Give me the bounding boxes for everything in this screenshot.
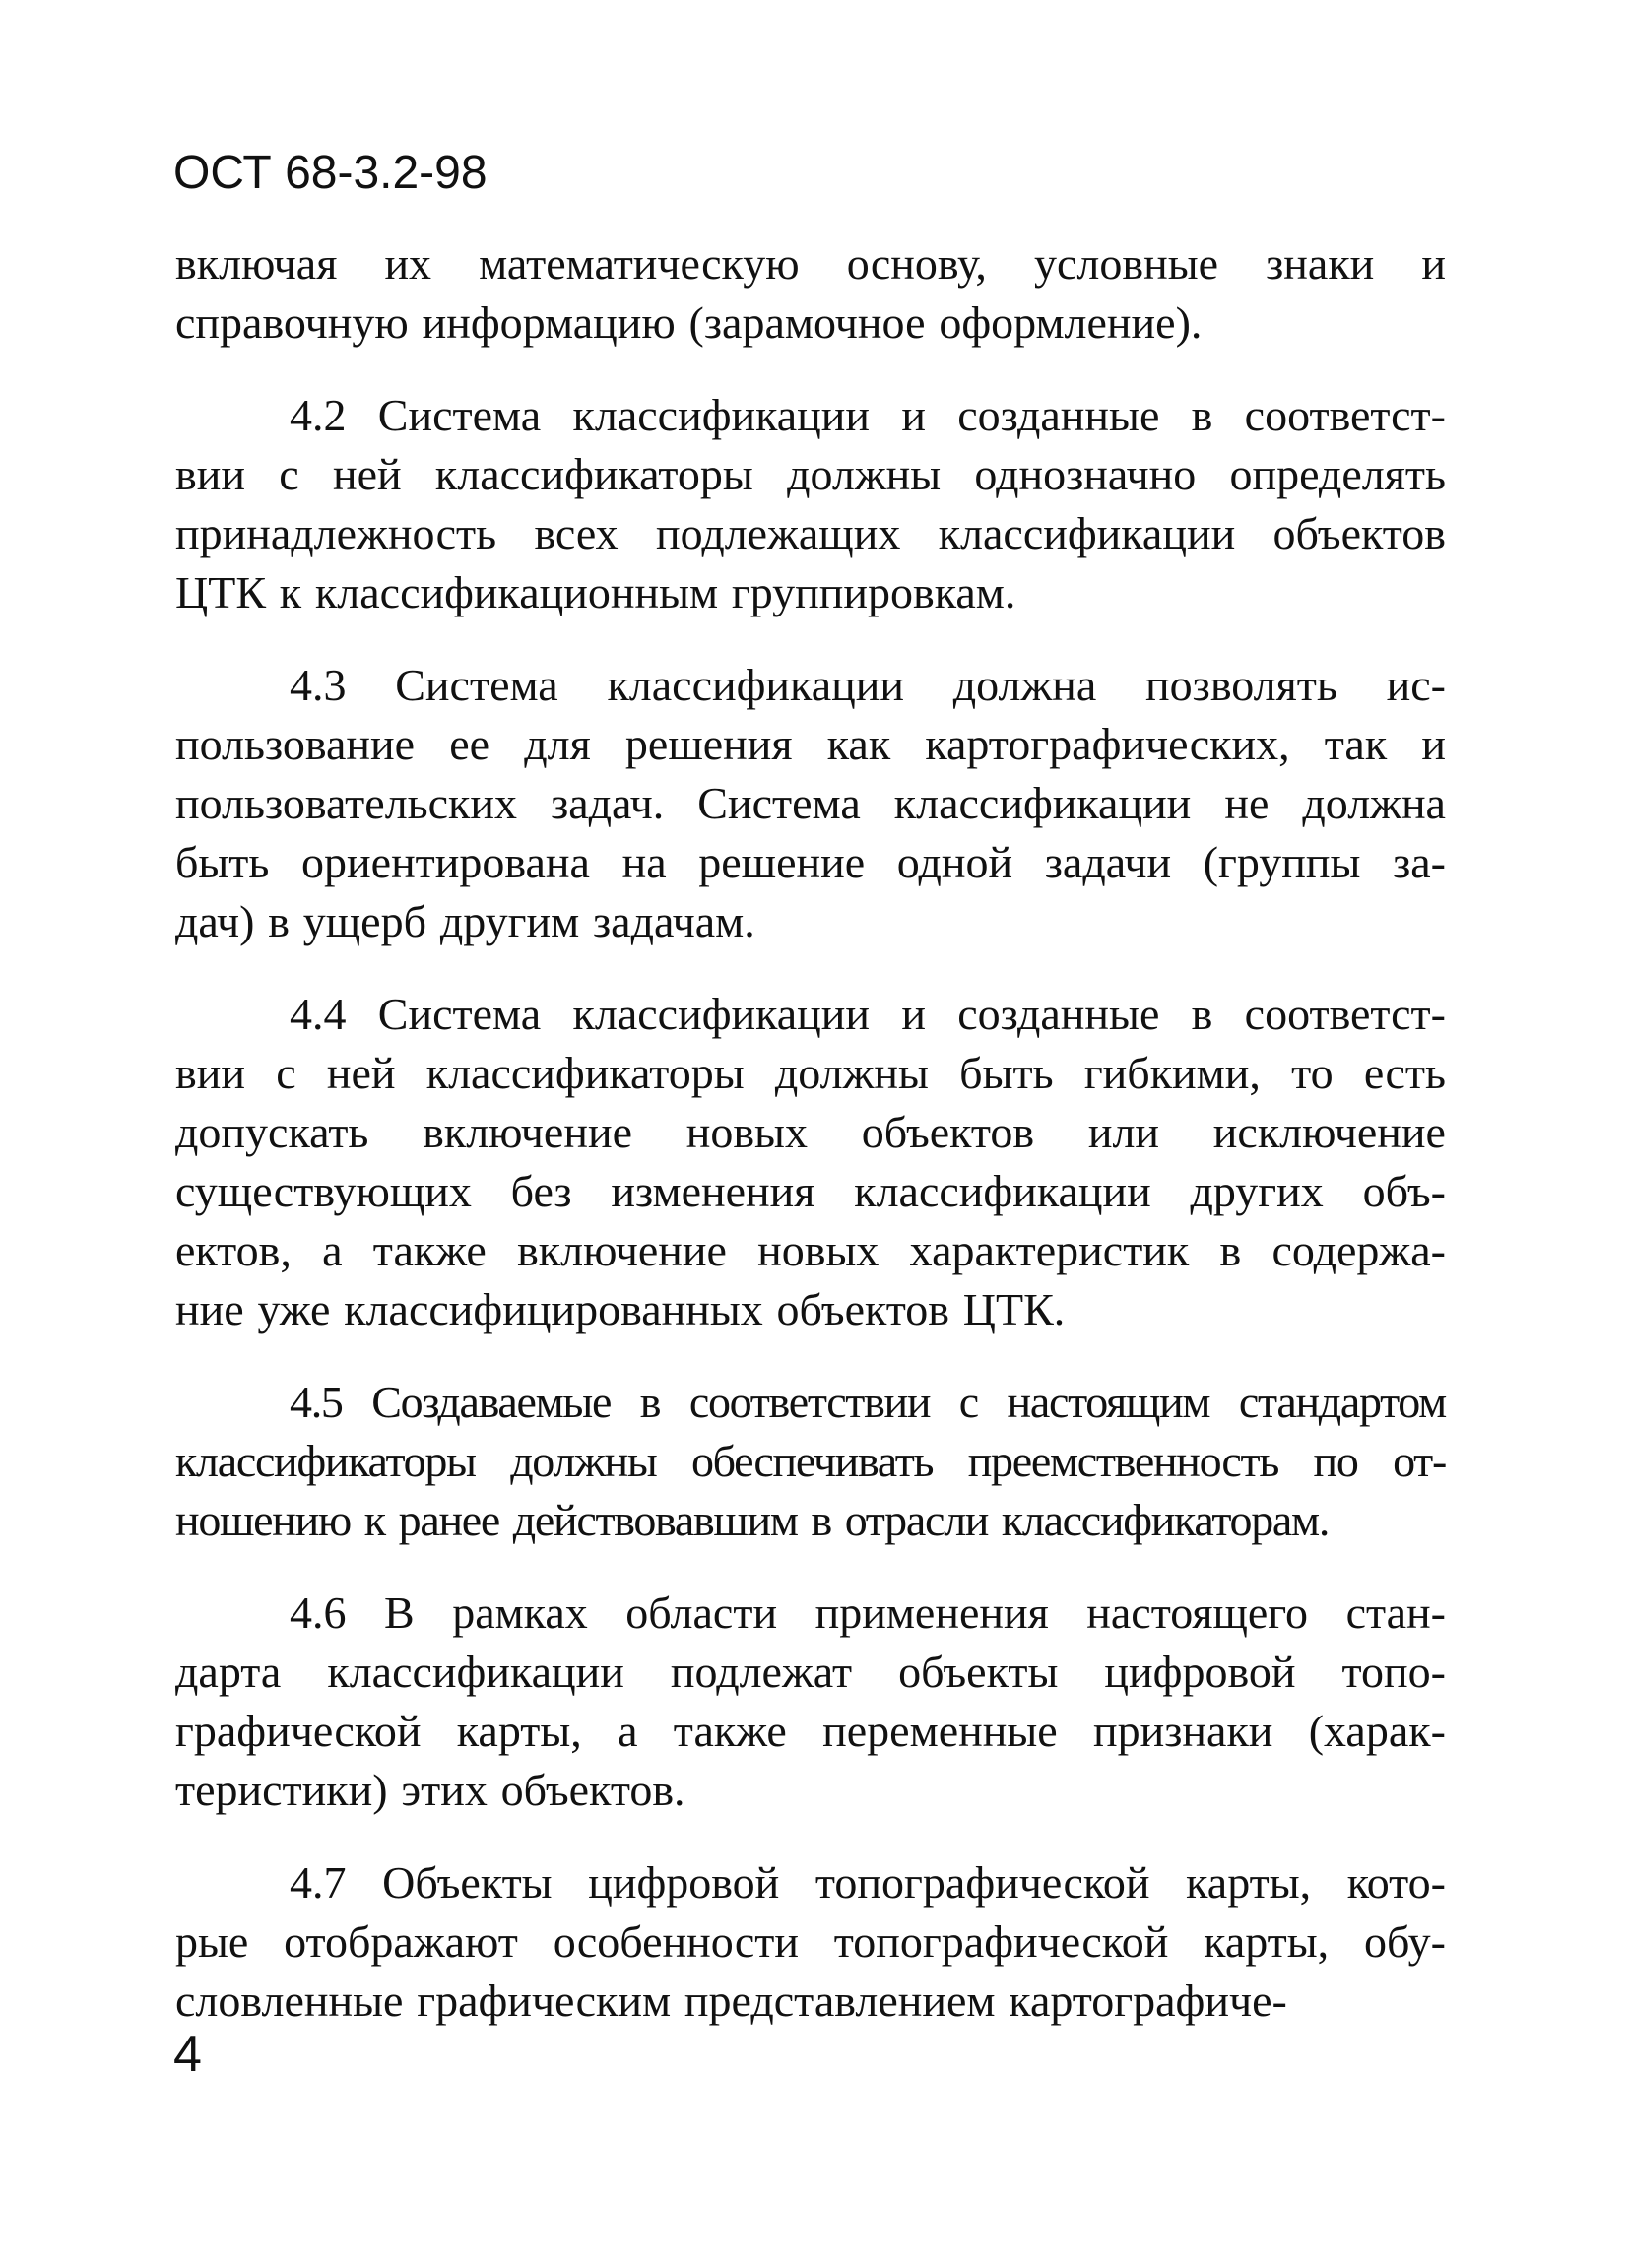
- word: классификаторы: [434, 449, 753, 499]
- word: без: [510, 1166, 572, 1216]
- word: подлежат: [670, 1647, 853, 1697]
- text-line: [175, 293, 1446, 353]
- word: содержа-: [1271, 1225, 1446, 1275]
- paragraph-5: [175, 1373, 1446, 1550]
- word: а: [322, 1225, 343, 1275]
- text-line: [175, 1432, 1446, 1491]
- word: стандартом: [1238, 1377, 1446, 1427]
- text-line: [175, 1584, 1446, 1643]
- word: топо-: [1341, 1647, 1446, 1697]
- word: классифицированных: [344, 1284, 763, 1334]
- word: Система: [377, 989, 542, 1039]
- word: классификации: [327, 1647, 624, 1697]
- word: отрасли: [844, 1495, 989, 1545]
- word: 4.2: [290, 390, 347, 440]
- word: (харак-: [1308, 1706, 1446, 1756]
- word: объектов: [1272, 508, 1446, 558]
- word: классификации: [893, 778, 1192, 828]
- word: применения: [814, 1588, 1049, 1638]
- word: отображают: [284, 1916, 518, 1967]
- word: кото-: [1346, 1857, 1446, 1908]
- word: знаки: [1266, 238, 1375, 289]
- word: вии: [175, 1048, 245, 1098]
- word: в: [1191, 989, 1213, 1039]
- word: классификации: [854, 1166, 1151, 1216]
- word: топографической: [814, 1857, 1150, 1908]
- word: карты,: [456, 1706, 582, 1756]
- word: ущерб: [302, 896, 427, 946]
- word: ЦТК: [175, 567, 266, 617]
- paragraph-7: [175, 1853, 1446, 2031]
- word: рые: [175, 1916, 249, 1967]
- word: карты,: [1186, 1857, 1312, 1908]
- word: должна: [952, 660, 1097, 710]
- text-line: [175, 774, 1446, 833]
- word: настоящим: [1007, 1377, 1210, 1427]
- word: объектов: [861, 1107, 1035, 1157]
- word: представлением: [684, 1976, 996, 2026]
- word: информацию: [422, 297, 676, 348]
- word: классификации: [572, 390, 871, 440]
- word: с: [276, 1048, 296, 1098]
- word: оформление).: [939, 297, 1203, 348]
- word: объектов.: [500, 1765, 685, 1815]
- text-line: [175, 1280, 1446, 1339]
- word: цифровой: [1104, 1647, 1296, 1697]
- word: математическую: [479, 238, 800, 289]
- word: в: [639, 1377, 661, 1427]
- word: от-: [1393, 1436, 1446, 1486]
- word: новых: [757, 1225, 880, 1275]
- word: ее: [449, 719, 490, 769]
- word: пользовательских: [175, 778, 518, 828]
- word: настоящего: [1086, 1588, 1309, 1638]
- word: однозначно: [974, 449, 1197, 499]
- word: условные: [1034, 238, 1219, 289]
- word: для: [524, 719, 591, 769]
- word: 4.5: [290, 1377, 343, 1427]
- word: действовавшим: [512, 1495, 798, 1545]
- word: изменения: [611, 1166, 815, 1216]
- text-line: [175, 833, 1446, 892]
- text-line: [175, 1162, 1446, 1221]
- word: так: [1324, 719, 1388, 769]
- word: группировкам.: [731, 567, 1016, 617]
- word: в: [1219, 1225, 1242, 1275]
- text-line: [175, 1103, 1446, 1162]
- word: есть: [1363, 1048, 1446, 1098]
- word: 4.3: [290, 660, 347, 710]
- word: (зарамочное: [688, 297, 926, 348]
- text-line: [175, 1853, 1446, 1912]
- word: ней: [326, 1048, 396, 1098]
- word: включение: [517, 1225, 727, 1275]
- word: ектов,: [175, 1225, 292, 1275]
- text-line: [175, 1972, 1446, 2031]
- paragraph-4: [175, 985, 1446, 1339]
- word: существующих: [175, 1166, 472, 1216]
- word: к: [279, 567, 302, 617]
- word: как: [826, 719, 891, 769]
- word: топографической: [833, 1916, 1169, 1967]
- word: задачам.: [593, 896, 755, 946]
- word: классификации: [572, 989, 871, 1039]
- word: новых: [685, 1107, 808, 1157]
- word: решения: [624, 719, 793, 769]
- word: быть: [175, 837, 270, 887]
- word: ЦТК.: [962, 1284, 1066, 1334]
- word: должны: [774, 1048, 929, 1098]
- word: на: [621, 837, 667, 887]
- word: Объекты: [382, 1857, 553, 1908]
- word: словленные: [175, 1976, 404, 2026]
- word: стан-: [1345, 1588, 1446, 1638]
- word: в: [1191, 390, 1213, 440]
- paragraph-6: [175, 1584, 1446, 1820]
- word: должна: [1302, 778, 1446, 828]
- text-line: [175, 656, 1446, 715]
- word: или: [1087, 1107, 1160, 1157]
- word: Система: [395, 660, 558, 710]
- word: к: [363, 1495, 385, 1545]
- document-code: ОСТ 68-3.2-98: [173, 147, 488, 199]
- word: их: [384, 238, 432, 289]
- word: классификаторам.: [1001, 1495, 1330, 1545]
- word: всех: [534, 508, 619, 558]
- word: (группы: [1203, 837, 1361, 887]
- word: задач.: [551, 778, 665, 828]
- word: также: [673, 1706, 787, 1756]
- paragraph-3: [175, 656, 1446, 951]
- text-line: [175, 563, 1446, 622]
- word: принадлежность: [175, 508, 497, 558]
- word: также: [372, 1225, 487, 1275]
- word: преемственность: [967, 1436, 1279, 1486]
- text-line: [175, 504, 1446, 563]
- word: этих: [401, 1765, 488, 1815]
- word: включение: [423, 1107, 632, 1157]
- word: и: [1421, 238, 1446, 289]
- word: должны: [787, 449, 942, 499]
- word: В: [384, 1588, 415, 1638]
- word: объекты: [898, 1647, 1059, 1697]
- word: классификационным: [314, 567, 719, 617]
- word: классификаторы: [175, 1436, 476, 1486]
- word: ориентирована: [301, 837, 590, 887]
- word: созданные: [957, 390, 1160, 440]
- word: объ-: [1362, 1166, 1446, 1216]
- page-number: 4: [173, 2026, 202, 2083]
- word: цифровой: [588, 1857, 780, 1908]
- word: определять: [1229, 449, 1446, 499]
- word: характеристик: [909, 1225, 1190, 1275]
- word: исключение: [1212, 1107, 1446, 1157]
- word: основу,: [846, 238, 987, 289]
- word: справочную: [175, 297, 409, 348]
- word: с: [279, 449, 299, 499]
- text-line: [175, 1912, 1446, 1972]
- word: картографиче-: [1009, 1976, 1287, 2026]
- word: другим: [439, 896, 580, 946]
- word: решение: [698, 837, 866, 887]
- word: ней: [332, 449, 402, 499]
- word: особенности: [553, 1916, 799, 1967]
- text-line: [175, 1643, 1446, 1702]
- word: графической: [175, 1706, 422, 1756]
- paragraph-1: [175, 234, 1446, 353]
- word: за-: [1393, 837, 1446, 887]
- word: обеспечивать: [690, 1436, 934, 1486]
- word: классификации: [938, 508, 1236, 558]
- word: пользование: [175, 719, 416, 769]
- word: 4.6: [290, 1588, 347, 1638]
- word: области: [625, 1588, 778, 1638]
- word: не: [1224, 778, 1270, 828]
- word: Создаваемые: [371, 1377, 612, 1427]
- word: ние: [175, 1284, 244, 1334]
- word: соответст-: [1244, 989, 1446, 1039]
- text-line: [175, 892, 1446, 951]
- word: а: [618, 1706, 638, 1756]
- word: гибкими,: [1083, 1048, 1261, 1098]
- text-line: [175, 1761, 1446, 1820]
- word: подлежащих: [656, 508, 901, 558]
- word: и: [901, 390, 926, 440]
- word: ранее: [398, 1495, 499, 1545]
- word: Система: [377, 390, 542, 440]
- text-line: [175, 1702, 1446, 1761]
- word: соответст-: [1244, 390, 1446, 440]
- word: в: [268, 896, 290, 946]
- word: созданные: [957, 989, 1160, 1039]
- word: рамках: [452, 1588, 588, 1638]
- word: одной: [896, 837, 1013, 887]
- word: в: [811, 1495, 831, 1545]
- word: 4.7: [290, 1857, 347, 1908]
- word: и: [901, 989, 926, 1039]
- body-text: [175, 234, 1446, 2031]
- text-line: [175, 234, 1446, 293]
- word: графическим: [417, 1976, 672, 2026]
- text-line: [175, 985, 1446, 1044]
- word: быть: [959, 1048, 1054, 1098]
- word: теристики): [175, 1765, 388, 1815]
- text-line: [175, 715, 1446, 774]
- word: соответствии: [688, 1377, 931, 1427]
- word: ношению: [175, 1495, 351, 1545]
- word: картографических,: [925, 719, 1290, 769]
- word: Система: [697, 778, 861, 828]
- word: признаки: [1093, 1706, 1273, 1756]
- word: уже: [257, 1284, 331, 1334]
- word: вии: [175, 449, 245, 499]
- word: дарта: [175, 1647, 282, 1697]
- word: классификаторы: [425, 1048, 745, 1098]
- word: ис-: [1386, 660, 1446, 710]
- word: обу-: [1363, 1916, 1446, 1967]
- text-line: [175, 1221, 1446, 1280]
- word: 4.4: [290, 989, 347, 1039]
- word: допускать: [175, 1107, 369, 1157]
- word: позволять: [1145, 660, 1337, 710]
- text-line: [175, 1044, 1446, 1103]
- word: задачи: [1044, 837, 1172, 887]
- word: дач): [175, 896, 255, 946]
- word: карты,: [1204, 1916, 1330, 1967]
- text-line: [175, 1373, 1446, 1432]
- word: переменные: [822, 1706, 1058, 1756]
- text-line: [175, 386, 1446, 445]
- paragraph-2: [175, 386, 1446, 622]
- text-line: [175, 1491, 1446, 1550]
- text-line: [175, 445, 1446, 504]
- word: с: [958, 1377, 978, 1427]
- word: других: [1190, 1166, 1324, 1216]
- word: по: [1313, 1436, 1358, 1486]
- word: включая: [175, 238, 338, 289]
- word: должны: [510, 1436, 657, 1486]
- word: классификации: [607, 660, 904, 710]
- word: объектов: [776, 1284, 949, 1334]
- word: то: [1291, 1048, 1334, 1098]
- word: и: [1421, 719, 1446, 769]
